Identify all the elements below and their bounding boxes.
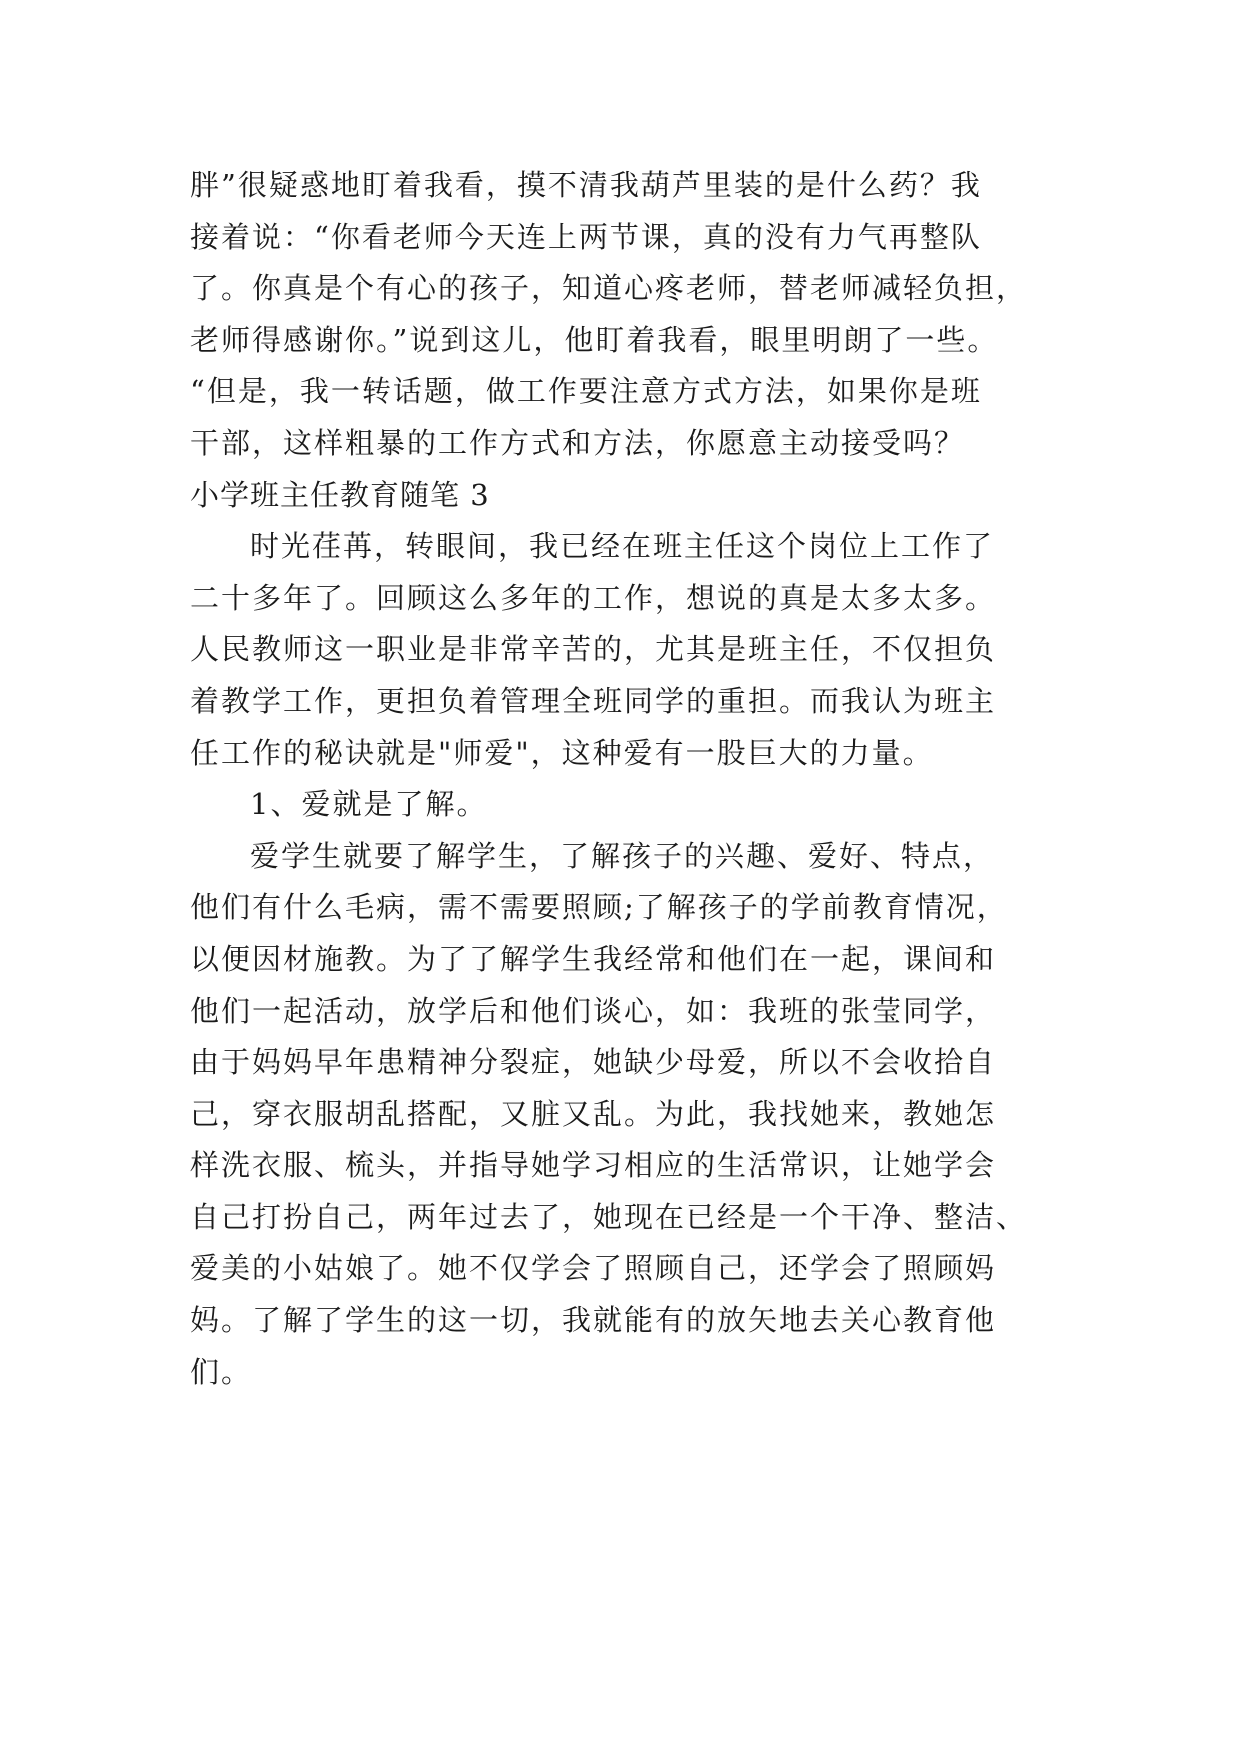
- text-line: 老师得感谢你。”说到这儿，他盯着我看，眼里明朗了一些。: [190, 322, 999, 357]
- text-line: 样洗衣服、梳头，并指导她学习相应的生活常识，让她学会: [190, 1148, 997, 1183]
- text-line: 们。: [190, 1354, 253, 1389]
- text-line: 自己打扮自己，两年过去了，她现在已经是一个干净、整洁、: [190, 1199, 1028, 1234]
- text-line: 爱学生就要了解学生，了解孩子的兴趣、爱好、特点，: [250, 838, 995, 873]
- subheading: 1、爱就是了解。: [250, 787, 488, 822]
- section-heading: 小学班主任教育随笔 3: [190, 477, 490, 512]
- text-line: 时光荏苒，转眼间，我已经在班主任这个岗位上工作了: [250, 529, 995, 564]
- text-line: 爱美的小姑娘了。她不仅学会了照顾自己，还学会了照顾妈: [190, 1251, 997, 1286]
- text-line: 接着说：“你看老师今天连上两节课，真的没有力气再整队: [190, 219, 982, 254]
- text-line: 任工作的秘诀就是"师爱"，这种爱有一股巨大的力量。: [190, 735, 934, 770]
- text-line: 他们一起活动，放学后和他们谈心，如：我班的张莹同学，: [190, 993, 997, 1028]
- text-line: 着教学工作，更担负着管理全班同学的重担。而我认为班主: [190, 683, 997, 718]
- text-line: 己，穿衣服胡乱搭配，又脏又乱。为此，我找她来，教她怎: [190, 1096, 997, 1131]
- body-text: [190, 160, 1090, 1398]
- text-line: 妈。了解了学生的这一切，我就能有的放矢地去关心教育他: [190, 1303, 997, 1338]
- text-line: 胖”很疑惑地盯着我看，摸不清我葫芦里装的是什么药？我: [190, 168, 982, 202]
- text-line: “但是，我一转话题，做工作要注意方式方法，如果你是班: [190, 374, 982, 409]
- text-line: 二十多年了。回顾这么多年的工作，想说的真是太多太多。: [190, 580, 997, 615]
- text-line: 干部，这样粗暴的工作方式和方法，你愿意主动接受吗？: [190, 425, 966, 460]
- text-line: 了。你真是个有心的孩子，知道心疼老师，替老师减轻负担，: [190, 271, 1028, 306]
- text-line: 人民教师这一职业是非常辛苦的，尤其是班主任，不仅担负: [190, 632, 997, 667]
- text-line: 以便因材施教。为了了解学生我经常和他们在一起，课间和: [190, 941, 997, 976]
- text-line: 由于妈妈早年患精神分裂症，她缺少母爱，所以不会收拾自: [190, 1045, 997, 1080]
- text-line: 他们有什么毛病，需不需要照顾;了解孩子的学前教育情况，: [190, 890, 1008, 925]
